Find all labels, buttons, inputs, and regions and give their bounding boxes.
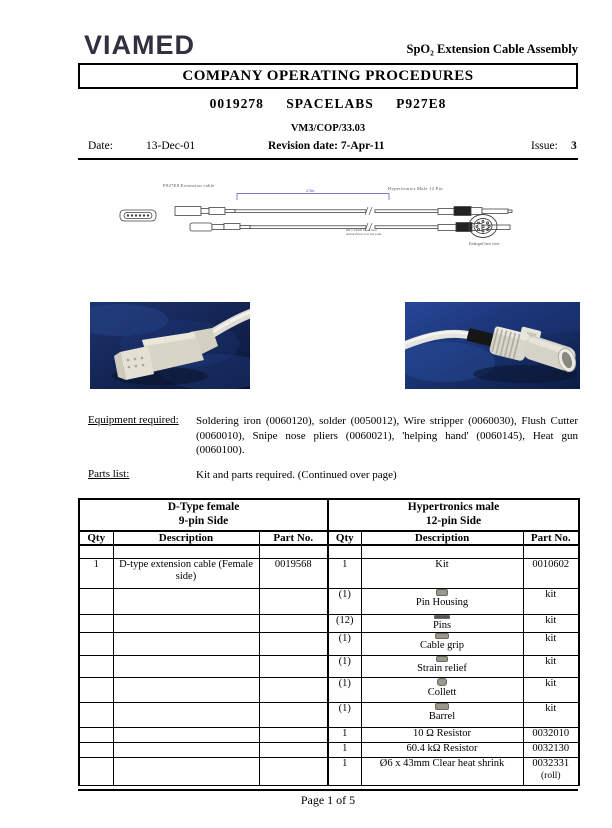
table-column-header bbox=[79, 531, 579, 545]
drawing-note-line1: Ø6 x 43mm Clear heat bbox=[346, 228, 377, 232]
cell-empty bbox=[259, 727, 328, 742]
product-model: P927E8 bbox=[396, 96, 447, 111]
cell-desc bbox=[361, 588, 523, 614]
drawing-label-connector: Hypertronics Male 12 Pin bbox=[388, 186, 443, 191]
cell-part: 0019568 bbox=[259, 558, 328, 588]
footer-divider bbox=[78, 789, 578, 791]
col-qty-right: Qty bbox=[328, 531, 361, 545]
table-row bbox=[79, 614, 579, 632]
cell-desc bbox=[361, 655, 523, 677]
part-name: Pins bbox=[432, 619, 452, 631]
cell-part: kit bbox=[523, 588, 579, 614]
cell-empty bbox=[259, 614, 328, 632]
cell-desc: D-type extension cable (Female side) bbox=[113, 558, 259, 588]
part-photo-icon bbox=[435, 703, 449, 710]
part-name: Strain relief bbox=[417, 662, 467, 674]
cell-qty: 1 bbox=[79, 558, 113, 588]
group-dtype bbox=[79, 499, 328, 531]
cell-empty bbox=[361, 545, 523, 558]
part-name: Cable grip bbox=[420, 639, 465, 651]
part-name: Collett bbox=[427, 686, 457, 698]
face-view-caption: Enlarged face view bbox=[469, 241, 500, 246]
part-photo-icon bbox=[436, 656, 448, 662]
issue-value: 3 bbox=[571, 140, 577, 152]
cell-desc: 10 Ω Resistor bbox=[361, 727, 523, 742]
cell-empty bbox=[79, 545, 113, 558]
dimension-label: 2.5m bbox=[306, 188, 315, 193]
part-photo-icon bbox=[437, 678, 447, 686]
cell-empty bbox=[113, 588, 259, 614]
part-number-note: (roll) bbox=[541, 770, 561, 781]
table-row bbox=[79, 655, 579, 677]
cell-empty bbox=[113, 677, 259, 702]
cell-desc bbox=[361, 677, 523, 702]
cell-empty bbox=[79, 632, 113, 655]
cell-empty bbox=[79, 677, 113, 702]
table-row bbox=[79, 727, 579, 742]
cell-empty bbox=[79, 742, 113, 757]
cell-part: kit bbox=[523, 655, 579, 677]
cell-empty bbox=[259, 655, 328, 677]
cell-desc: Kit bbox=[361, 558, 523, 588]
header-divider bbox=[78, 158, 578, 160]
cell-qty: 1 bbox=[328, 742, 361, 757]
product-brand: SPACELABS bbox=[286, 96, 374, 111]
group-hyp-line1: Hypertronics male bbox=[407, 501, 500, 513]
col-part-right: Part No. bbox=[523, 531, 579, 545]
group-dtype-line1: D-Type female bbox=[167, 501, 240, 513]
cell-part: 0032010 bbox=[523, 727, 579, 742]
cell-empty bbox=[113, 757, 259, 785]
group-dtype-line2: 9-pin Side bbox=[178, 515, 229, 527]
cell-desc bbox=[361, 614, 523, 632]
drawing-label-cable: P927E8 Extension cable bbox=[163, 183, 215, 188]
part-name: Barrel bbox=[428, 710, 456, 722]
group-hypertronics bbox=[328, 499, 579, 531]
cell-empty bbox=[113, 655, 259, 677]
assembly-title: SpO₂ Extension Cable Assembly bbox=[406, 42, 578, 56]
cell-desc bbox=[361, 702, 523, 727]
cable-top-view bbox=[175, 207, 512, 216]
cell-part: 0032130 bbox=[523, 742, 579, 757]
dimension-line bbox=[237, 194, 389, 201]
cell-empty bbox=[79, 727, 113, 742]
col-desc-left: Description bbox=[113, 531, 259, 545]
cell-qty: (1) bbox=[328, 655, 361, 677]
cell-empty bbox=[259, 757, 328, 785]
table-row bbox=[79, 545, 579, 558]
table-row bbox=[79, 757, 579, 785]
doc-reference: VM3/COP/33.03 bbox=[290, 123, 366, 134]
cell-qty: (1) bbox=[328, 702, 361, 727]
cell-empty bbox=[259, 742, 328, 757]
table-row bbox=[79, 742, 579, 757]
cell-qty: 1 bbox=[328, 757, 361, 785]
photo-hypertronics-connector bbox=[405, 302, 580, 389]
cell-qty: 1 bbox=[328, 727, 361, 742]
parts-table bbox=[78, 498, 580, 786]
cell-empty bbox=[113, 545, 259, 558]
equipment-required-text: Soldering iron (0060120), solder (0050012), Wire stripper (0060030), Flush Cutter (0060010), Snipe nose pliers (0060021), 'helping hand' (0060145), Heat gun (0060100). bbox=[196, 415, 578, 456]
parts-list-text: Kit and parts required. (Continued over page) bbox=[196, 469, 397, 481]
banner-title: COMPANY OPERATING PROCEDURES bbox=[78, 63, 578, 89]
part-photo-icon bbox=[436, 589, 448, 596]
cell-qty: (1) bbox=[328, 632, 361, 655]
col-desc-right: Description bbox=[361, 531, 523, 545]
cell-empty bbox=[259, 677, 328, 702]
cell-empty bbox=[113, 614, 259, 632]
drawing-note-line2: shrink fitted over the joint bbox=[346, 232, 382, 236]
cell-part: kit bbox=[523, 614, 579, 632]
cell-empty bbox=[113, 742, 259, 757]
table-group-header bbox=[79, 499, 579, 531]
issue-label: Issue: bbox=[531, 140, 558, 152]
cell-qty: 1 bbox=[328, 558, 361, 588]
part-photo-icon bbox=[435, 633, 449, 639]
equipment-required-label: Equipment required: bbox=[88, 414, 179, 426]
photo-dtype-connector bbox=[90, 302, 250, 389]
cell-empty bbox=[523, 545, 579, 558]
cell-part bbox=[523, 757, 579, 785]
parts-list-label: Parts list: bbox=[88, 468, 130, 480]
cell-empty bbox=[113, 702, 259, 727]
cell-empty bbox=[113, 632, 259, 655]
part-photo-icon bbox=[434, 615, 450, 619]
table-row bbox=[79, 588, 579, 614]
product-line bbox=[78, 96, 578, 112]
cell-empty bbox=[259, 632, 328, 655]
cell-empty bbox=[79, 655, 113, 677]
group-hyp-line2: 12-pin Side bbox=[425, 515, 482, 527]
part-number: 0032331 bbox=[532, 757, 570, 769]
page-number: Page 1 of 5 bbox=[300, 793, 356, 807]
cell-empty bbox=[113, 727, 259, 742]
table-row bbox=[79, 632, 579, 655]
cell-part: kit bbox=[523, 702, 579, 727]
cell-empty bbox=[259, 588, 328, 614]
dsub-face-view bbox=[120, 210, 156, 221]
product-code: 0019278 bbox=[209, 96, 264, 111]
col-part-left: Part No. bbox=[259, 531, 328, 545]
date-label: Date: bbox=[88, 140, 113, 152]
cell-qty: (12) bbox=[328, 614, 361, 632]
cell-desc bbox=[361, 632, 523, 655]
table-row bbox=[79, 677, 579, 702]
date-value: 13-Dec-01 bbox=[146, 140, 196, 152]
cell-desc: Ø6 x 43mm Clear heat shrink bbox=[361, 757, 523, 785]
cell-empty bbox=[79, 702, 113, 727]
revision-date: Revision date: 7-Apr-11 bbox=[268, 140, 385, 152]
cell-empty bbox=[79, 588, 113, 614]
cable-technical-drawing bbox=[78, 176, 578, 252]
cell-part: 0010602 bbox=[523, 558, 579, 588]
cell-empty bbox=[259, 545, 328, 558]
cell-empty bbox=[79, 757, 113, 785]
col-qty-left: Qty bbox=[79, 531, 113, 545]
cell-qty: (1) bbox=[328, 588, 361, 614]
cell-empty bbox=[328, 545, 361, 558]
part-name: Pin Housing bbox=[415, 596, 469, 608]
viamed-logo: VIAMED bbox=[84, 30, 196, 60]
cell-qty: (1) bbox=[328, 677, 361, 702]
cell-part: kit bbox=[523, 677, 579, 702]
cell-part: kit bbox=[523, 632, 579, 655]
cell-empty bbox=[259, 702, 328, 727]
table-row bbox=[79, 702, 579, 727]
table-row bbox=[79, 558, 579, 588]
date-row bbox=[0, 140, 612, 158]
cell-desc: 60.4 kΩ Resistor bbox=[361, 742, 523, 757]
cell-empty bbox=[79, 614, 113, 632]
